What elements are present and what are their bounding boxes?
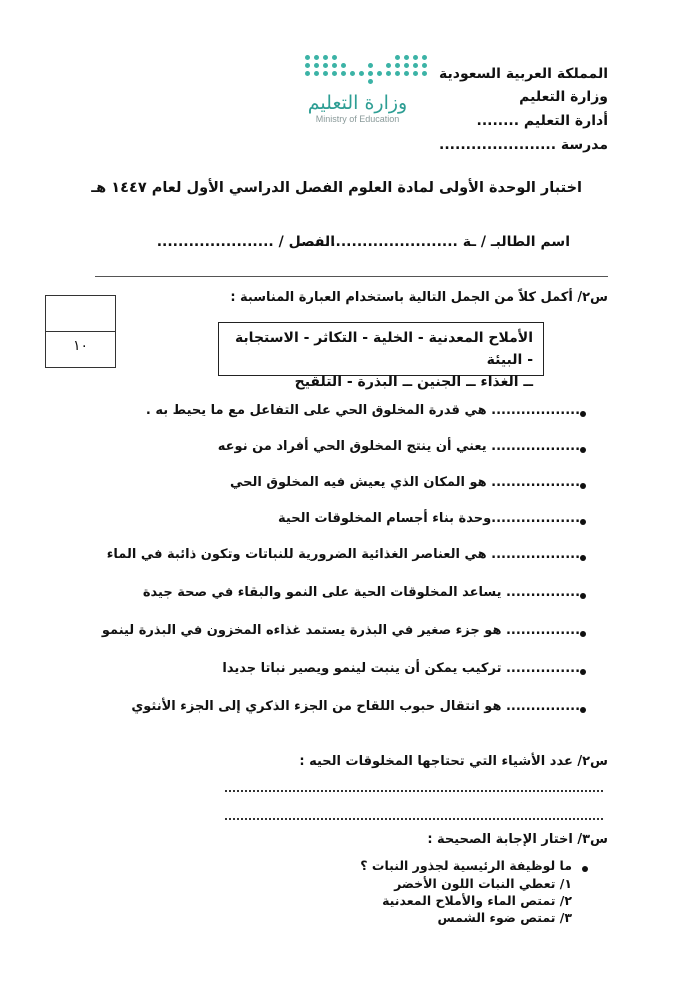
q3-option[interactable]: ١/ تعطي النبات اللون الأخضر (394, 876, 572, 891)
fill-blank-item[interactable]: ...................وحدة بناء أجسام المخلوقات الحية (278, 511, 585, 526)
answer-line[interactable] (225, 790, 603, 792)
header-directorate: أدارة التعليم ........ (476, 113, 608, 129)
header-ministry: وزارة التعليم (519, 89, 608, 105)
bullet-icon (582, 866, 588, 872)
q3-heading: س٣/ اختار الإجابة الصحيحة : (427, 832, 608, 847)
fill-blank-item[interactable]: ................ يساعد المخلوقات الحية على النمو والبقاء في صحة جيدة (142, 585, 585, 600)
score-divider (46, 331, 115, 332)
fill-blank-item[interactable]: ................ هو انتقال حبوب اللقاح من الجزء الذكري إلى الجزء الأنثوي (131, 699, 585, 714)
q1-heading: س٢/ أكمل كلاً من الجمل التالية باستخدام العبارة المناسبة : (230, 290, 608, 305)
exam-title: اختبار الوحدة الأولى لمادة العلوم الفصل الدراسي الأول لعام ١٤٤٧ هـ (91, 180, 582, 196)
q3-option[interactable]: ٣/ تمتص ضوء الشمس (437, 910, 572, 925)
ministry-logo (300, 55, 415, 140)
answer-line[interactable] (225, 818, 603, 820)
header-school: مدرسة ...................... (439, 137, 608, 153)
score-total: ١٠ (72, 338, 89, 354)
student-name-field: اسم الطالبـ / ـة .............................. (298, 234, 570, 250)
word-bank (218, 322, 544, 390)
q3-question: ما لوظيفة الرئيسية لجذور النبات ؟ (360, 858, 572, 873)
fill-blank-item[interactable]: ................... يعني أن ينتج المخلوق الحي أفراد من نوعه (217, 439, 585, 454)
fill-blank-item[interactable]: ................ هو جزء صغير في البذرة يستمد غذاءه المخزون في البذرة لينمو (101, 623, 585, 638)
score-box (45, 295, 116, 368)
fill-blank-item[interactable]: ................... هو المكان الذي يعيش فيه المخلوق الحي (230, 475, 585, 490)
logo-arabic-text: وزارة التعليم (307, 92, 408, 114)
header-country: المملكة العربية السعودية (439, 66, 608, 82)
divider (95, 276, 608, 277)
fill-blank-item[interactable]: ................ تركيب يمكن أن ينبت لينمو ويصير نباتا جديدا (222, 661, 585, 676)
word-bank-line: الأملاح المعدنية - الخلية - التكاثر - الاستجابة - البيئة (234, 330, 533, 368)
fill-blank-item[interactable]: ................... هي العناصر الغذائية الضرورية للنباتات وتكون ذائبة في الماء (106, 547, 585, 562)
logo-english-text: Ministry of Education (315, 114, 400, 124)
word-bank-line: ــ الغذاء ــ الجنين ــ البذرة - التلقيح (294, 374, 533, 390)
class-field: الفصل / ...................... (156, 234, 335, 250)
q3-option[interactable]: ٢/ تمتص الماء والأملاح المعدنية (382, 893, 572, 908)
q2-heading: س٢/ عدد الأشياء التي تحتاجها المخلوقات الحيه : (299, 754, 608, 769)
logo-dots-icon (305, 55, 415, 84)
fill-blank-item[interactable]: ................... هي قدرة المخلوق الحي على التفاعل مع ما يحيط به . (145, 403, 585, 418)
